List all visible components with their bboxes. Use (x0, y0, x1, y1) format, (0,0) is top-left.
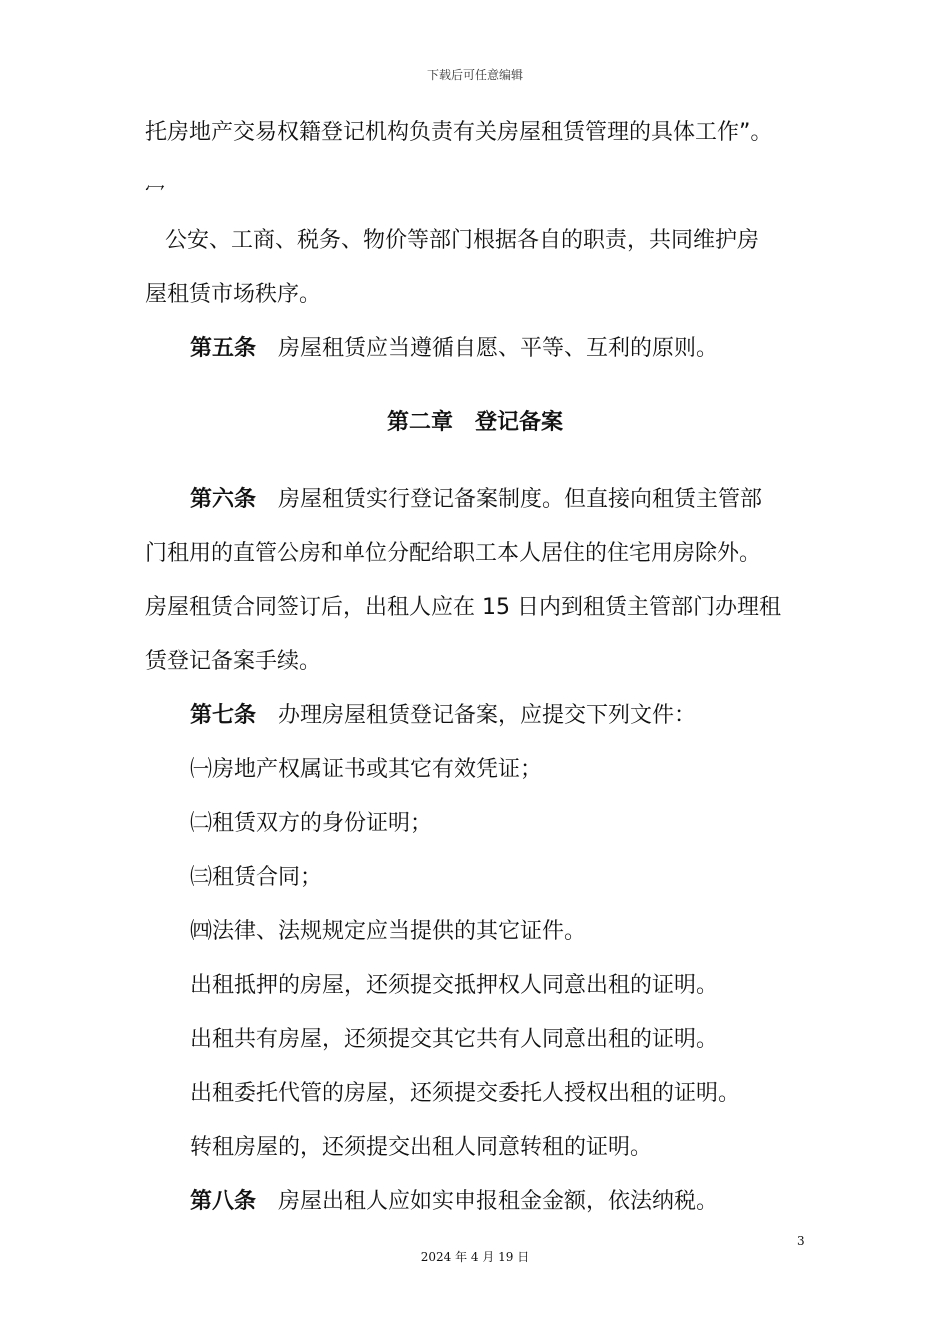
note-line: 转租房屋的，还须提交出租人同意转租的证明。 (190, 1135, 653, 1160)
page-header-note: 下载后可任意编辑 (426, 68, 523, 82)
page-number: 3 (797, 1234, 805, 1248)
note-line: 出租共有房屋，还须提交其它共有人同意出租的证明。 (190, 1027, 719, 1052)
article-5 (190, 336, 815, 362)
article-6-text: 房屋租赁实行登记备案制度。但直接向租赁主管部 (278, 487, 763, 512)
paragraph-line: 赁登记备案手续。 (145, 649, 322, 674)
article-5-label: 第五条 (190, 336, 257, 361)
note-line: 出租抵押的房屋，还须提交抵押权人同意出租的证明。 (190, 973, 719, 998)
list-item: ㈡租赁双方的身份证明； (190, 811, 433, 836)
article-8 (190, 1189, 815, 1215)
article-6-label: 第六条 (190, 487, 257, 512)
list-item: ㈠房地产权属证书或其它有效凭证； (190, 757, 543, 782)
article-7-label: 第七条 (190, 703, 257, 728)
paragraph-line: 公安、工商、税务、物价等部门根据各自的职责，共同维护房 (165, 228, 760, 253)
article-8-text: 房屋出租人应如实申报租金金额，依法纳税。 (278, 1189, 719, 1214)
chapter-heading: 第二章 登记备案 (386, 410, 563, 435)
list-item: ㈢租赁合同； (190, 865, 323, 890)
article-5-text: 房屋租赁应当遵循自愿、平等、互利的原则。 (278, 336, 719, 361)
paragraph-line: 托房地产交易权籍登记机构负责有关房屋租赁管理的具体工作”。 (145, 120, 773, 145)
article-6 (190, 487, 815, 513)
list-item: ㈣法律、法规规定应当提供的其它证件。 (190, 919, 587, 944)
paragraph-line: 门租用的直管公房和单位分配给职工本人居住的住宅用房除外。 (145, 541, 762, 566)
article-8-label: 第八条 (190, 1189, 257, 1214)
article-7 (190, 703, 815, 729)
paragraph-line: 房屋租赁合同签订后，出租人应在 15 日内到租赁主管部门办理租 (145, 595, 781, 620)
paragraph-line: 屋租赁市场秩序。 (145, 282, 322, 307)
article-7-text: 办理房屋租赁登记备案，应提交下列文件： (278, 703, 697, 728)
note-line: 出租委托代管的房屋，还须提交委托人授权出租的证明。 (190, 1081, 741, 1106)
footer-date: 2024 年 4 月 19 日 (420, 1250, 530, 1264)
stray-glyph: 冖 (145, 180, 165, 194)
